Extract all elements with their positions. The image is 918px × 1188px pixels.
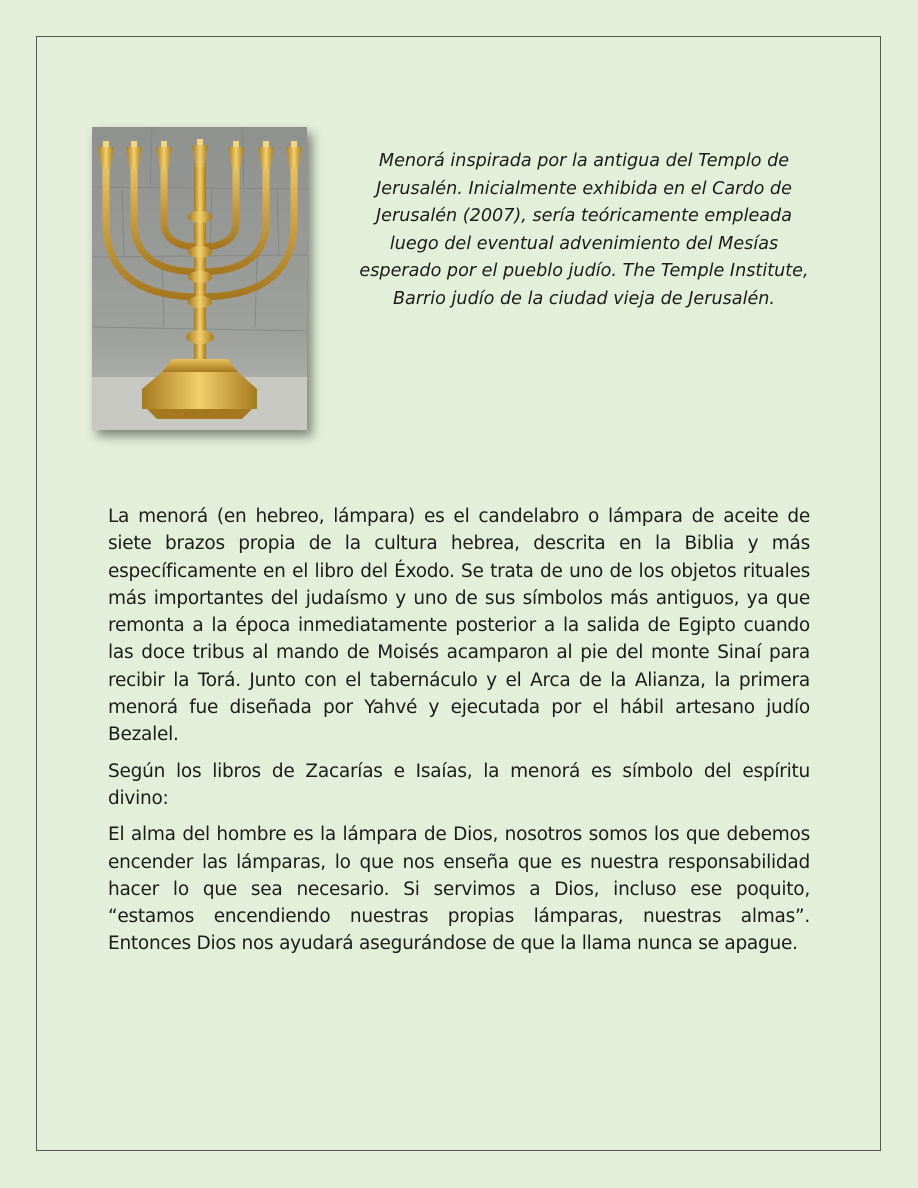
paragraph-menorah-definition: La menorá (en hebreo, lámpara) es el candelabro o lámpara de aceite de siete brazos propia de la cultura hebrea, descrita en la Biblia y más específicamente en el libro del Éxodo. Se trata de uno de los objetos rituales más importantes del judaísmo y uno de sus símbolos más antiguos, ya que remonta a la época inmediatamente posterior a la salida de Egipto cuando las doce tribus al mando de Moisés acamparon al pie del monte Sinaí para recibir la Torá. Junto con el tabernáculo y el Arca de la Alianza, la primera menorá fue diseñada por Yahvé y ejecutada por el hábil artesano judío Bezalel. [108,506,810,746]
menorah-photo [92,127,307,430]
figure-caption: Menorá inspirada por la antigua del Templo de Jerusalén. Inicialmente exhibida en el Cardo de Jerusalén (2007), sería teóricamente empleada luego del eventual advenimiento del Mesías esperado por el pueblo judío. The Temple Institute, Barrio judío de la ciudad vieja de Jerusalén. [359,151,809,309]
paragraph-symbol: Según los libros de Zacarías e Isaías, la menorá es símbolo del espíritu divino: [108,760,810,809]
article-body [108,503,810,967]
menorah-illustration [92,127,307,430]
paragraph-soul-lamp: El alma del hombre es la lámpara de Dios, nosotros somos los que debemos encender las lámparas, lo que nos enseña que es nuestra responsabilidad hacer lo que sea necesario. Si servimos a Dios, incluso ese poquito, “estamos encendiendo nuestras propias lámparas, nuestras almas”. Entonces Dios nos ayudará asegurándose de que la llama nunca se apague. [108,824,810,955]
